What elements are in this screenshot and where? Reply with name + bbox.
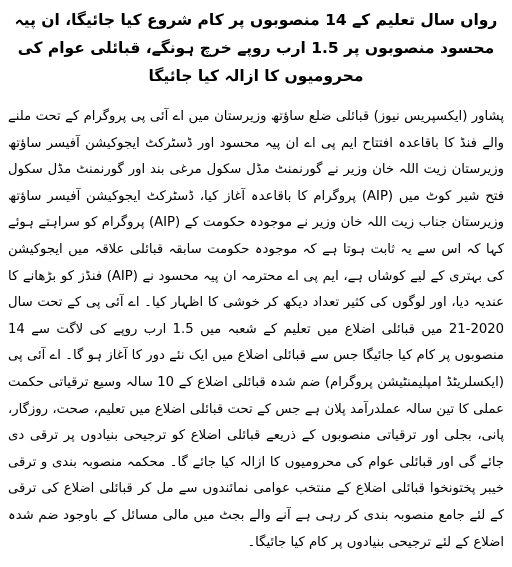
article-headline: رواں سال تعلیم کے 14 منصوبوں پر کام شروع کیا جائیگا، ان پیہ محسود منصوبوں پر 1.5 ارب روپے خرچ ہونگے، قبائلی عوام کی محرومیوں کا ازالہ کیا جائیگا: [14, 11, 498, 85]
article-body: پشاور (ایکسپریس نیوز) قبائلی ضلع ساؤتھ وزیرستان میں اے آئی پی پروگرام کے تحت ملنے والے فنڈ کا باقاعدہ افتتاح ایم پی اے ان پیہ محسود اور ڈسٹرکٹ ایجوکیشن آفیسر ساؤتھ وزیرستان زیت اللہ خان وزیر نے گورنمنٹ مڈل سکول مرغی بند اور گورنمنٹ مڈل سکول فتح شیر کوٹ میں (AIP) پروگرام کا باقاعدہ آغاز کیا، ڈسٹرکٹ ایجوکیشن آفیسر ساؤتھ وزیرستان جناب زیت اللہ خان وزیر نے موجودہ حکومت کے (AIP) پروگرام کو سراہتے ہوئے کہا کہ اس سے یہ ثابت ہوتا ہے کہ موجودہ حکومت سابقہ قبائلی علاقہ میں ایجوکیشن کی بہتری کے لیے کوشاں ہے، ایم پی اے محترمہ ان پیہ محسود نے (AIP) فنڈز کو بڑھانے کا عندیہ دیا، اور لوگوں کی کثیر تعداد دیکھ کر خوشی کا اظہار کیا۔ اے آئی پی کے تحت سال 2020-21 میں قبائلی اضلاع میں تعلیم کے شعبہ میں 1.5 ارب روپے کی لاگت سے 14 منصوبوں پر کام کیا جائیگا جس سے قبائلی اضلاع میں ایک نئے دور کا آغاز ہو گا۔ اے آئی پی (ایکسلریٹڈ امپلیمنٹیشن پروگرام) ضم شدہ قبائلی اضلاع کے 10 سالہ وسیع ترقیاتی حکمت عملی کا تین سالہ عملدرآمد پلان ہے جس کے تحت قبائلی اضلاع میں تعلیم، صحت، روزگار، پانی، بجلی اور ترقیاتی منصوبوں کے ذریعے قبائلی اضلاع کو ترجیحی بنیادوں پر ترقی دی جائے گی اور قبائلی عوام کی محرومیوں کا ازالہ کیا جائے گا۔ محکمہ منصوبہ بندی و ترقی خیبر پختونخوا قبائلی اضلاع کے منتخب عوامی نمائندوں سے مل کر قبائلی اضلاع کی ترقی کے لئے جامع منصوبہ بندی کر رہی ہے آنے والے بجٹ میں مالی مسائل کے باوجود ضم شدہ اضلاع کے لئے ترجیحی بنیادوں پر کام کیا جائیگا۔: [8, 109, 504, 550]
